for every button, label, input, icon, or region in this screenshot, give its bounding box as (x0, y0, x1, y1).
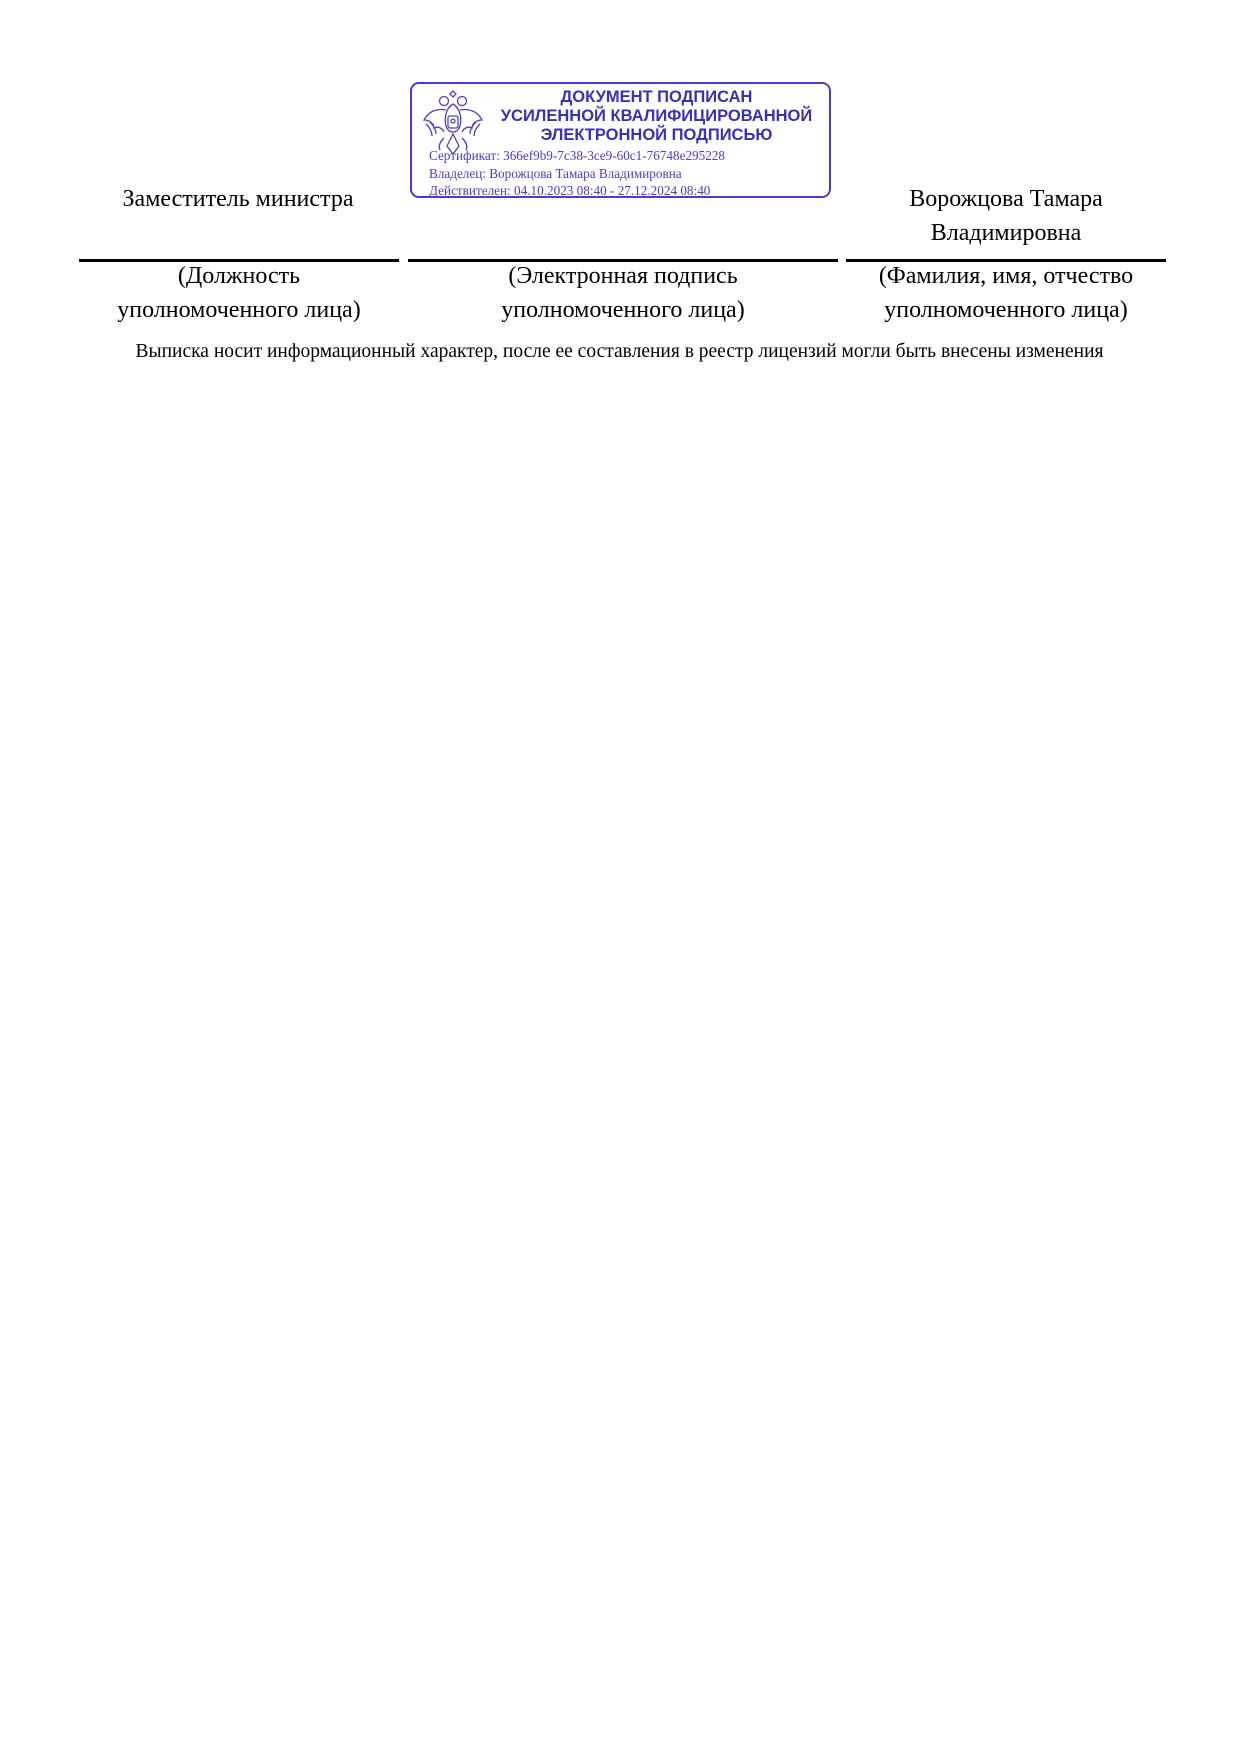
full-name-line2: Владимировна (930, 220, 1082, 246)
stamp-certificate: Сертификат: 366ef9b9-7c38-3ce9-60c1-76748e295228 (429, 148, 726, 163)
stamp-title-line2: УСИЛЕННОЙ КВАЛИФИЦИРОВАННОЙ (500, 107, 813, 125)
footer-note: Выписка носит информационный характер, после ее составления в реестр лицензий могли быть внесены изменения (135, 341, 1104, 362)
position-caption-line2: уполномоченного лица) (117, 297, 361, 323)
electronic-signature-stamp (410, 82, 831, 198)
signature-caption-line1: (Электронная подпись (508, 263, 738, 289)
full-name-value (846, 182, 1166, 250)
signature-caption-line2: уполномоченного лица) (501, 297, 745, 323)
signature-caption (408, 259, 838, 327)
stamp-owner: Владелец: Ворожцова Тамара Владимировна (429, 165, 682, 181)
stamp-title-line1: ДОКУМЕНТ ПОДПИСАН (560, 88, 753, 106)
stamp-details (429, 147, 725, 200)
position-text: Заместитель министра (122, 186, 354, 212)
stamp-validity: Действителен: 04.10.2023 08:40 - 27.12.2024 08:40 (429, 183, 711, 198)
position-caption-line1: (Должность (177, 263, 301, 289)
name-caption-line2: уполномоченного лица) (884, 297, 1128, 323)
name-caption-line1: (Фамилия, имя, отчество (878, 263, 1134, 289)
position-caption (79, 259, 399, 327)
stamp-header (490, 88, 823, 145)
stamp-title-line3: ЭЛЕКТРОННОЙ ПОДПИСЬЮ (540, 126, 773, 144)
name-caption (846, 259, 1166, 327)
position-value (79, 182, 397, 216)
full-name-line1: Ворожцова Тамара (909, 186, 1103, 212)
